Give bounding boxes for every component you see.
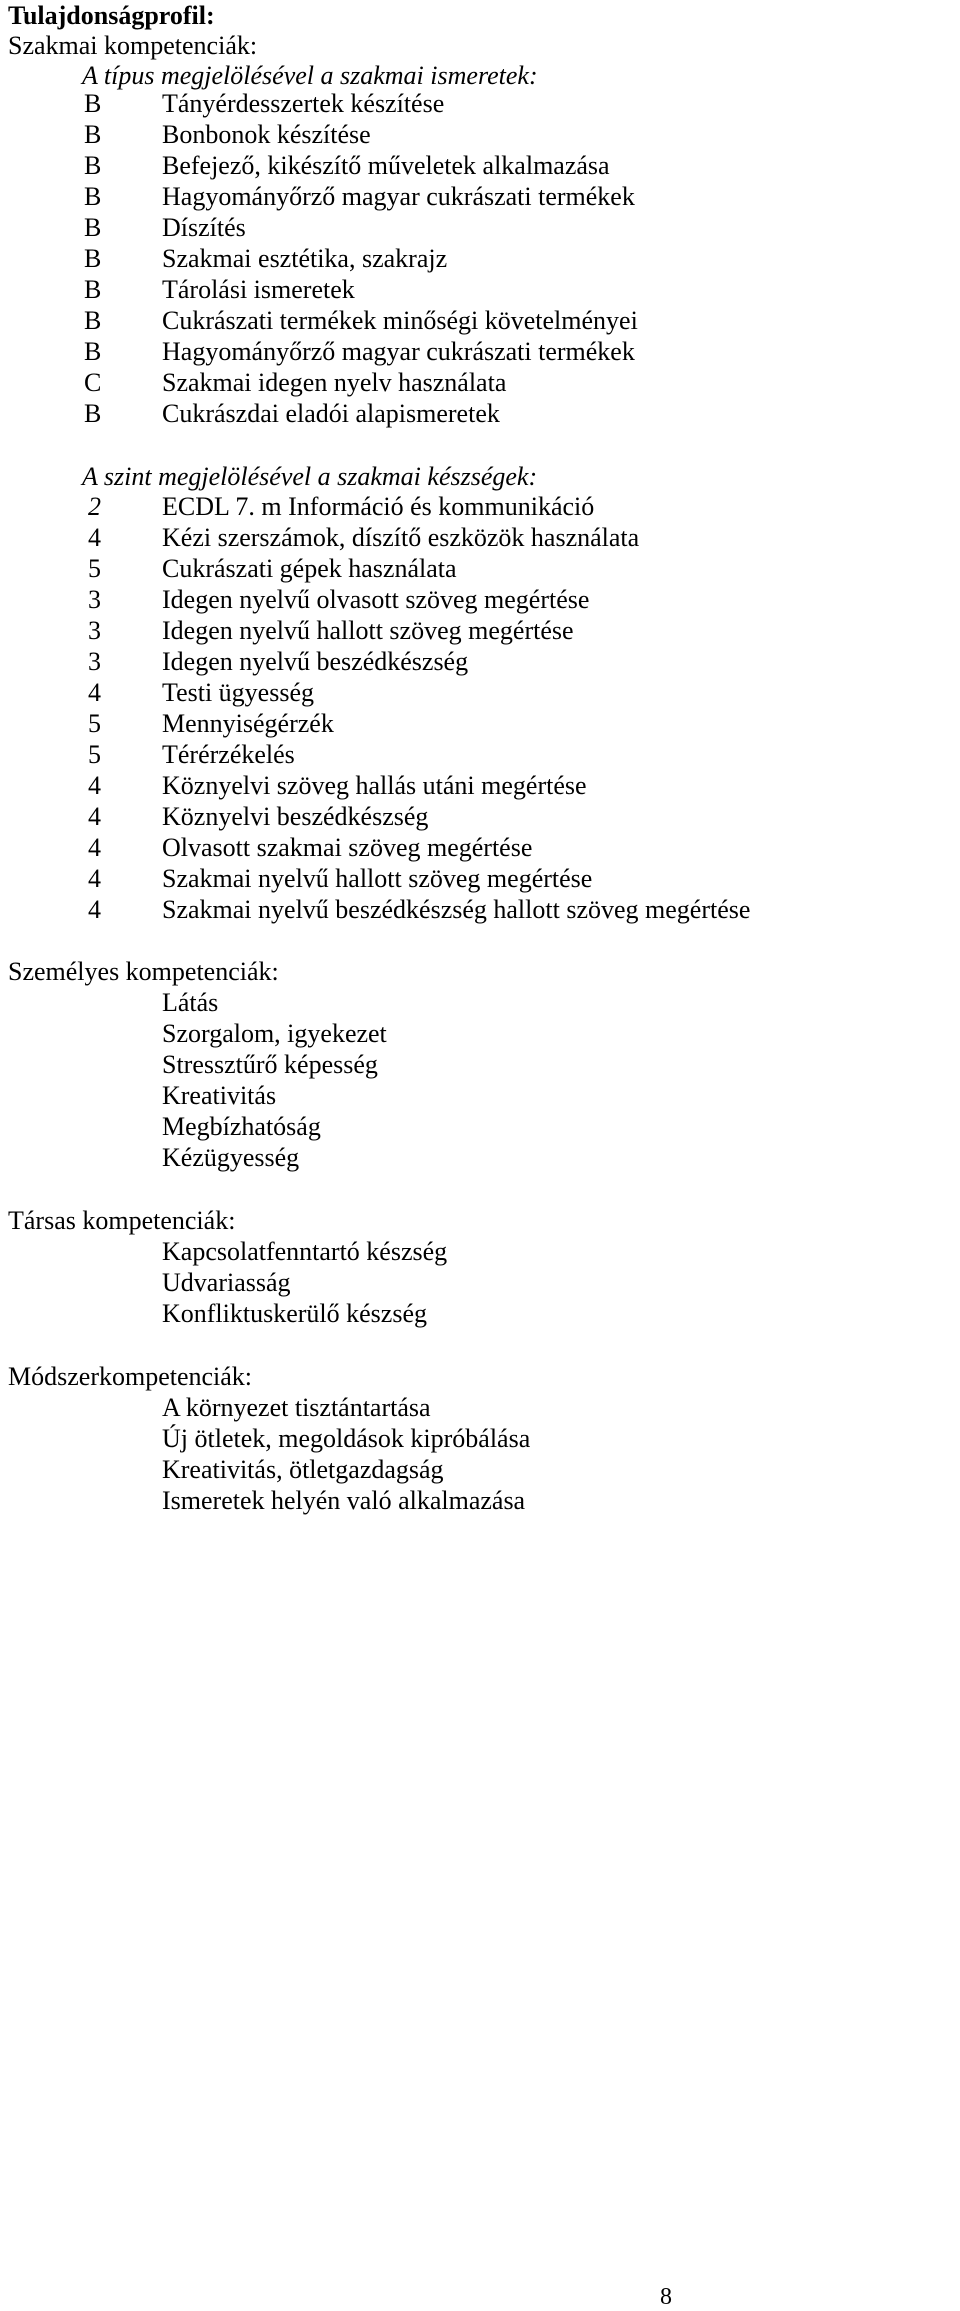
knowledge-code: B <box>84 244 102 273</box>
knowledge-item: Befejező, kikészítő műveletek alkalmazása <box>162 151 610 180</box>
knowledge-code: B <box>84 306 102 335</box>
skill-level: 2 <box>88 492 101 521</box>
personal-competencies-heading: Személyes kompetenciák: <box>8 957 279 986</box>
skill-item: Mennyiségérzék <box>162 709 334 738</box>
skill-level: 4 <box>88 678 101 707</box>
skill-item: Cukrászati gépek használata <box>162 554 457 583</box>
skills-subheading: A szint megjelölésével a szakmai készségek: <box>82 462 538 491</box>
skill-level: 4 <box>88 833 101 862</box>
skill-level: 3 <box>88 647 101 676</box>
skill-level: 5 <box>88 740 101 769</box>
skill-level: 4 <box>88 771 101 800</box>
personal-item: Kézügyesség <box>162 1143 300 1172</box>
page-title: Tulajdonságprofil: <box>8 1 215 30</box>
knowledge-code: B <box>84 213 102 242</box>
knowledge-code: B <box>84 120 102 149</box>
skill-item: Testi ügyesség <box>162 678 314 707</box>
personal-item: Kreativitás <box>162 1081 277 1110</box>
skill-level: 4 <box>88 802 101 831</box>
page-number: 8 <box>660 2284 672 2310</box>
knowledge-item: Tányérdesszertek készítése <box>162 89 445 118</box>
skill-item: Idegen nyelvű beszédkészség <box>162 647 469 676</box>
skill-item: Szakmai nyelvű beszédkészség hallott szöveg megértése <box>162 895 751 924</box>
personal-item: Szorgalom, igyekezet <box>162 1019 387 1048</box>
skill-item: Olvasott szakmai szöveg megértése <box>162 833 533 862</box>
skill-item: Idegen nyelvű hallott szöveg megértése <box>162 616 574 645</box>
knowledge-item: Szakmai esztétika, szakrajz <box>162 244 448 273</box>
skill-item: Kézi szerszámok, díszítő eszközök használata <box>162 523 640 552</box>
knowledge-item: Cukrászati termékek minőségi követelményei <box>162 306 638 335</box>
skill-item: Köznyelvi beszédkészség <box>162 802 429 831</box>
knowledge-code: B <box>84 182 102 211</box>
method-item: A környezet tisztántartása <box>162 1393 431 1422</box>
skill-item: Idegen nyelvű olvasott szöveg megértése <box>162 585 590 614</box>
social-item: Udvariasság <box>162 1268 291 1297</box>
skill-item: Köznyelvi szöveg hallás utáni megértése <box>162 771 587 800</box>
skill-item: Szakmai nyelvű hallott szöveg megértése <box>162 864 593 893</box>
skill-level: 4 <box>88 523 101 552</box>
knowledge-code: B <box>84 337 102 366</box>
knowledge-item: Tárolási ismeretek <box>162 275 355 304</box>
knowledge-code: B <box>84 275 102 304</box>
knowledge-code: B <box>84 399 102 428</box>
knowledge-code: C <box>84 368 102 397</box>
knowledge-item: Szakmai idegen nyelv használata <box>162 368 507 397</box>
knowledge-item: Díszítés <box>162 213 246 242</box>
skill-item: Térérzékelés <box>162 740 295 769</box>
skill-level: 5 <box>88 554 101 583</box>
knowledge-item: Hagyományőrző magyar cukrászati termékek <box>162 337 635 366</box>
professional-competencies-heading: Szakmai kompetenciák: <box>8 31 258 60</box>
knowledge-item: Hagyományőrző magyar cukrászati termékek <box>162 182 635 211</box>
skill-level: 3 <box>88 585 101 614</box>
method-item: Kreativitás, ötletgazdagság <box>162 1455 444 1484</box>
skill-level: 4 <box>88 895 101 924</box>
skill-item: ECDL 7. m Információ és kommunikáció <box>162 492 595 521</box>
method-item: Új ötletek, megoldások kipróbálása <box>162 1424 531 1453</box>
personal-item: Látás <box>162 988 219 1017</box>
social-item: Konfliktuskerülő készség <box>162 1299 428 1328</box>
social-competencies-heading: Társas kompetenciák: <box>8 1206 236 1235</box>
method-item: Ismeretek helyén való alkalmazása <box>162 1486 526 1515</box>
skill-level: 3 <box>88 616 101 645</box>
method-competencies-heading: Módszerkompetenciák: <box>8 1362 253 1391</box>
knowledge-code: B <box>84 89 102 118</box>
personal-item: Stressztűrő képesség <box>162 1050 378 1079</box>
knowledge-item: Cukrászdai eladói alapismeretek <box>162 399 500 428</box>
social-item: Kapcsolatfenntartó készség <box>162 1237 448 1266</box>
skill-level: 4 <box>88 864 101 893</box>
knowledge-code: B <box>84 151 102 180</box>
knowledge-item: Bonbonok készítése <box>162 120 371 149</box>
knowledge-subheading: A típus megjelölésével a szakmai ismeretek: <box>82 61 538 90</box>
skill-level: 5 <box>88 709 101 738</box>
personal-item: Megbízhatóság <box>162 1112 321 1141</box>
